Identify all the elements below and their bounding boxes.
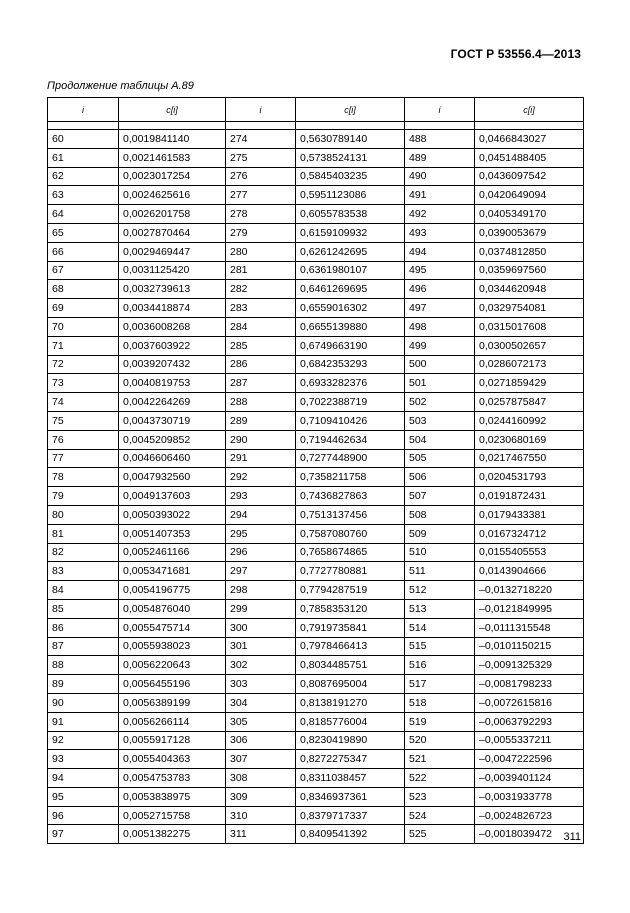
index-cell: 511	[405, 562, 475, 581]
coefficient-cell: 0,8087695004	[296, 675, 405, 694]
coefficient-cell: –0,0111315548	[475, 618, 584, 637]
index-cell: 490	[405, 167, 475, 186]
table-row	[48, 487, 584, 506]
index-cell: 278	[226, 205, 296, 224]
index-cell: 295	[226, 524, 296, 543]
index-cell: 309	[226, 787, 296, 806]
index-cell: 519	[405, 712, 475, 731]
index-cell: 489	[405, 148, 475, 167]
coefficient-cell: 0,0244160992	[475, 411, 584, 430]
index-cell: 77	[48, 449, 119, 468]
coefficient-cell: 0,7794287519	[296, 581, 405, 600]
coefficient-cell: 0,0042264269	[119, 393, 226, 412]
coefficient-cell: 0,0026201758	[119, 205, 226, 224]
coefficient-table	[47, 97, 584, 844]
index-cell: 65	[48, 223, 119, 242]
index-cell: 494	[405, 242, 475, 261]
index-cell: 83	[48, 562, 119, 581]
index-cell: 91	[48, 712, 119, 731]
index-cell: 498	[405, 317, 475, 336]
coefficient-cell: 0,0039207432	[119, 355, 226, 374]
coefficient-cell: 0,6261242695	[296, 242, 405, 261]
index-cell: 85	[48, 599, 119, 618]
index-cell: 69	[48, 299, 119, 318]
column-header-c: c[i]	[296, 98, 405, 122]
coefficient-cell: 0,0040819753	[119, 374, 226, 393]
index-cell: 290	[226, 430, 296, 449]
index-cell: 73	[48, 374, 119, 393]
coefficient-cell: 0,0053471681	[119, 562, 226, 581]
table-row	[48, 581, 584, 600]
index-cell: 279	[226, 223, 296, 242]
index-cell: 512	[405, 581, 475, 600]
index-cell: 68	[48, 280, 119, 299]
index-cell: 61	[48, 148, 119, 167]
index-cell: 93	[48, 750, 119, 769]
index-cell: 293	[226, 487, 296, 506]
index-cell: 292	[226, 468, 296, 487]
index-cell: 71	[48, 336, 119, 355]
table-row	[48, 336, 584, 355]
coefficient-cell: 0,0043730719	[119, 411, 226, 430]
index-cell: 63	[48, 186, 119, 205]
index-cell: 96	[48, 806, 119, 825]
coefficient-cell: 0,6461269695	[296, 280, 405, 299]
index-cell: 66	[48, 242, 119, 261]
table-row	[48, 693, 584, 712]
index-cell: 78	[48, 468, 119, 487]
table-row	[48, 317, 584, 336]
index-cell: 79	[48, 487, 119, 506]
index-cell: 276	[226, 167, 296, 186]
index-cell: 516	[405, 656, 475, 675]
index-cell: 275	[226, 148, 296, 167]
table-row	[48, 130, 584, 149]
coefficient-cell: 0,8138191270	[296, 693, 405, 712]
table-row	[48, 505, 584, 524]
index-cell: 294	[226, 505, 296, 524]
coefficient-cell: 0,0405349170	[475, 205, 584, 224]
coefficient-cell: 0,6842353293	[296, 355, 405, 374]
coefficient-cell: 0,6749663190	[296, 336, 405, 355]
coefficient-cell: 0,0031125420	[119, 261, 226, 280]
index-cell: 308	[226, 769, 296, 788]
coefficient-cell: 0,0019841140	[119, 130, 226, 149]
index-cell: 520	[405, 731, 475, 750]
index-cell: 507	[405, 487, 475, 506]
coefficient-cell: 0,0055404363	[119, 750, 226, 769]
coefficient-cell: 0,0315017608	[475, 317, 584, 336]
index-cell: 303	[226, 675, 296, 694]
index-cell: 517	[405, 675, 475, 694]
coefficient-cell: 0,0051407353	[119, 524, 226, 543]
coefficient-cell: 0,0451488405	[475, 148, 584, 167]
index-cell: 289	[226, 411, 296, 430]
index-cell: 302	[226, 656, 296, 675]
index-cell: 502	[405, 393, 475, 412]
index-cell: 75	[48, 411, 119, 430]
coefficient-cell: 0,0021461583	[119, 148, 226, 167]
coefficient-cell: –0,0039401124	[475, 769, 584, 788]
coefficient-cell: 0,7022388719	[296, 393, 405, 412]
index-cell: 501	[405, 374, 475, 393]
coefficient-cell: –0,0024826723	[475, 806, 584, 825]
index-cell: 499	[405, 336, 475, 355]
coefficient-cell: 0,0300502657	[475, 336, 584, 355]
index-cell: 510	[405, 543, 475, 562]
coefficient-cell: 0,7358211758	[296, 468, 405, 487]
table-row	[48, 562, 584, 581]
coefficient-cell: 0,0359697560	[475, 261, 584, 280]
column-header-i: i	[48, 98, 119, 122]
coefficient-cell: 0,0191872431	[475, 487, 584, 506]
column-header-i: i	[405, 98, 475, 122]
coefficient-cell: 0,8185776004	[296, 712, 405, 731]
index-cell: 297	[226, 562, 296, 581]
coefficient-cell: –0,0101150215	[475, 637, 584, 656]
coefficient-cell: 0,0053838975	[119, 787, 226, 806]
coefficient-cell: 0,0390053679	[475, 223, 584, 242]
coefficient-cell: 0,8409541392	[296, 825, 405, 844]
table-row	[48, 750, 584, 769]
coefficient-cell: 0,7109410426	[296, 411, 405, 430]
column-header-c: c[i]	[119, 98, 226, 122]
index-cell: 515	[405, 637, 475, 656]
coefficient-cell: 0,6933282376	[296, 374, 405, 393]
coefficient-cell: 0,7858353120	[296, 599, 405, 618]
index-cell: 67	[48, 261, 119, 280]
table-row	[48, 637, 584, 656]
table-row	[48, 280, 584, 299]
index-cell: 92	[48, 731, 119, 750]
document-header: ГОСТ Р 53556.4—2013	[450, 47, 581, 61]
index-cell: 89	[48, 675, 119, 694]
index-cell: 285	[226, 336, 296, 355]
table-row	[48, 543, 584, 562]
coefficient-cell: 0,5630789140	[296, 130, 405, 149]
coefficient-cell: 0,0036008268	[119, 317, 226, 336]
coefficient-cell: 0,0032739613	[119, 280, 226, 299]
coefficient-cell: 0,0155405553	[475, 543, 584, 562]
index-cell: 72	[48, 355, 119, 374]
index-cell: 506	[405, 468, 475, 487]
table-row	[48, 731, 584, 750]
coefficient-cell: 0,0056266114	[119, 712, 226, 731]
table-row	[48, 148, 584, 167]
coefficient-cell: –0,0055337211	[475, 731, 584, 750]
index-cell: 311	[226, 825, 296, 844]
table-row	[48, 374, 584, 393]
coefficient-cell: 0,0047932560	[119, 468, 226, 487]
coefficient-cell: 0,0052715758	[119, 806, 226, 825]
index-cell: 94	[48, 769, 119, 788]
coefficient-cell: 0,0167324712	[475, 524, 584, 543]
index-cell: 304	[226, 693, 296, 712]
coefficient-cell: –0,0063792293	[475, 712, 584, 731]
coefficient-cell: 0,5951123086	[296, 186, 405, 205]
index-cell: 82	[48, 543, 119, 562]
coefficient-cell: 0,0217467550	[475, 449, 584, 468]
coefficient-cell: 0,0204531793	[475, 468, 584, 487]
index-cell: 488	[405, 130, 475, 149]
index-cell: 287	[226, 374, 296, 393]
index-cell: 88	[48, 656, 119, 675]
coefficient-cell: 0,0029469447	[119, 242, 226, 261]
coefficient-cell: 0,0037603922	[119, 336, 226, 355]
coefficient-cell: 0,8034485751	[296, 656, 405, 675]
index-cell: 286	[226, 355, 296, 374]
table-row	[48, 411, 584, 430]
coefficient-cell: 0,0024625616	[119, 186, 226, 205]
index-cell: 306	[226, 731, 296, 750]
index-cell: 95	[48, 787, 119, 806]
coefficient-cell: –0,0018039472	[475, 825, 584, 844]
index-cell: 80	[48, 505, 119, 524]
coefficient-cell: –0,0121849995	[475, 599, 584, 618]
coefficient-cell: –0,0091325329	[475, 656, 584, 675]
table-row	[48, 468, 584, 487]
coefficient-cell: 0,0056455196	[119, 675, 226, 694]
coefficient-cell: 0,8379717337	[296, 806, 405, 825]
index-cell: 299	[226, 599, 296, 618]
table-row	[48, 393, 584, 412]
coefficient-cell: 0,0054196775	[119, 581, 226, 600]
table-row	[48, 242, 584, 261]
header-spacer-row	[48, 122, 584, 130]
table-row	[48, 261, 584, 280]
index-cell: 521	[405, 750, 475, 769]
coefficient-cell: 0,0056220643	[119, 656, 226, 675]
coefficient-cell: –0,0081798233	[475, 675, 584, 694]
table-caption: Продолжение таблицы А.89	[47, 80, 194, 92]
index-cell: 525	[405, 825, 475, 844]
coefficient-cell: 0,7919735841	[296, 618, 405, 637]
coefficient-cell: 0,0436097542	[475, 167, 584, 186]
index-cell: 522	[405, 769, 475, 788]
coefficient-cell: 0,0420649094	[475, 186, 584, 205]
coefficient-cell: 0,7727780881	[296, 562, 405, 581]
table-row	[48, 712, 584, 731]
coefficient-cell: 0,0271859429	[475, 374, 584, 393]
coefficient-cell: 0,6159109932	[296, 223, 405, 242]
coefficient-cell: 0,0179433381	[475, 505, 584, 524]
index-cell: 84	[48, 581, 119, 600]
index-cell: 523	[405, 787, 475, 806]
index-cell: 296	[226, 543, 296, 562]
index-cell: 301	[226, 637, 296, 656]
index-cell: 283	[226, 299, 296, 318]
coefficient-cell: 0,8230419890	[296, 731, 405, 750]
coefficient-cell: 0,0056389199	[119, 693, 226, 712]
coefficient-cell: 0,0034418874	[119, 299, 226, 318]
index-cell: 504	[405, 430, 475, 449]
coefficient-cell: 0,0344620948	[475, 280, 584, 299]
coefficient-cell: 0,0055938023	[119, 637, 226, 656]
index-cell: 305	[226, 712, 296, 731]
index-cell: 509	[405, 524, 475, 543]
index-cell: 277	[226, 186, 296, 205]
index-cell: 86	[48, 618, 119, 637]
index-cell: 90	[48, 693, 119, 712]
index-cell: 496	[405, 280, 475, 299]
coefficient-cell: 0,0230680169	[475, 430, 584, 449]
table-row	[48, 675, 584, 694]
coefficient-cell: 0,0257875847	[475, 393, 584, 412]
coefficient-cell: 0,0045209852	[119, 430, 226, 449]
table-row	[48, 787, 584, 806]
index-cell: 64	[48, 205, 119, 224]
coefficient-cell: 0,0054753783	[119, 769, 226, 788]
coefficient-cell: 0,0052461166	[119, 543, 226, 562]
table-row	[48, 656, 584, 675]
index-cell: 513	[405, 599, 475, 618]
index-cell: 514	[405, 618, 475, 637]
table-row	[48, 769, 584, 788]
coefficient-cell: –0,0031933778	[475, 787, 584, 806]
coefficient-cell: 0,0027870464	[119, 223, 226, 242]
table-row	[48, 167, 584, 186]
coefficient-cell: 0,0055917128	[119, 731, 226, 750]
coefficient-cell: 0,0046606460	[119, 449, 226, 468]
index-cell: 282	[226, 280, 296, 299]
coefficient-cell: 0,6655139880	[296, 317, 405, 336]
index-cell: 76	[48, 430, 119, 449]
coefficient-cell: 0,6361980107	[296, 261, 405, 280]
coefficient-cell: 0,0050393022	[119, 505, 226, 524]
table-row	[48, 223, 584, 242]
index-cell: 491	[405, 186, 475, 205]
index-cell: 284	[226, 317, 296, 336]
coefficient-cell: 0,7513137456	[296, 505, 405, 524]
index-cell: 505	[405, 449, 475, 468]
index-cell: 493	[405, 223, 475, 242]
table-row	[48, 449, 584, 468]
coefficient-cell: 0,7277448900	[296, 449, 405, 468]
table-row	[48, 205, 584, 224]
page-number: 311	[563, 831, 581, 843]
index-cell: 497	[405, 299, 475, 318]
column-header-c: c[i]	[475, 98, 584, 122]
index-cell: 274	[226, 130, 296, 149]
coefficient-cell: 0,6055783538	[296, 205, 405, 224]
index-cell: 508	[405, 505, 475, 524]
index-cell: 503	[405, 411, 475, 430]
coefficient-cell: 0,0049137603	[119, 487, 226, 506]
index-cell: 291	[226, 449, 296, 468]
coefficient-cell: 0,7978466413	[296, 637, 405, 656]
index-cell: 500	[405, 355, 475, 374]
coefficient-cell: –0,0132718220	[475, 581, 584, 600]
index-cell: 97	[48, 825, 119, 844]
index-cell: 492	[405, 205, 475, 224]
coefficient-cell: 0,0054876040	[119, 599, 226, 618]
index-cell: 288	[226, 393, 296, 412]
coefficient-cell: 0,0466843027	[475, 130, 584, 149]
table-row	[48, 618, 584, 637]
table-row	[48, 806, 584, 825]
coefficient-cell: –0,0072615816	[475, 693, 584, 712]
coefficient-cell: 0,7658674865	[296, 543, 405, 562]
coefficient-cell: 0,7587080760	[296, 524, 405, 543]
table-row	[48, 430, 584, 449]
coefficient-cell: 0,7194462634	[296, 430, 405, 449]
index-cell: 70	[48, 317, 119, 336]
table-row	[48, 299, 584, 318]
coefficient-cell: 0,0329754081	[475, 299, 584, 318]
column-header-i: i	[226, 98, 296, 122]
index-cell: 298	[226, 581, 296, 600]
table-row	[48, 825, 584, 844]
coefficient-cell: 0,5738524131	[296, 148, 405, 167]
coefficient-cell: 0,8272275347	[296, 750, 405, 769]
table-body	[48, 122, 584, 844]
index-cell: 307	[226, 750, 296, 769]
table-header-row	[48, 98, 584, 122]
index-cell: 87	[48, 637, 119, 656]
index-cell: 524	[405, 806, 475, 825]
coefficient-cell: 0,8346937361	[296, 787, 405, 806]
index-cell: 281	[226, 261, 296, 280]
index-cell: 518	[405, 693, 475, 712]
index-cell: 60	[48, 130, 119, 149]
coefficient-cell: 0,8311038457	[296, 769, 405, 788]
table-row	[48, 355, 584, 374]
index-cell: 495	[405, 261, 475, 280]
coefficient-cell: 0,0374812850	[475, 242, 584, 261]
coefficient-cell: 0,6559016302	[296, 299, 405, 318]
index-cell: 74	[48, 393, 119, 412]
table-row	[48, 524, 584, 543]
coefficient-cell: 0,0051382275	[119, 825, 226, 844]
coefficient-cell: 0,0023017254	[119, 167, 226, 186]
coefficient-cell: 0,0055475714	[119, 618, 226, 637]
coefficient-cell: 0,5845403235	[296, 167, 405, 186]
coefficient-cell: 0,7436827863	[296, 487, 405, 506]
index-cell: 280	[226, 242, 296, 261]
coefficient-cell: 0,0286072173	[475, 355, 584, 374]
coefficient-cell: 0,0143904666	[475, 562, 584, 581]
coefficient-cell: –0,0047222596	[475, 750, 584, 769]
index-cell: 81	[48, 524, 119, 543]
table-row	[48, 599, 584, 618]
table-row	[48, 186, 584, 205]
index-cell: 310	[226, 806, 296, 825]
index-cell: 62	[48, 167, 119, 186]
index-cell: 300	[226, 618, 296, 637]
